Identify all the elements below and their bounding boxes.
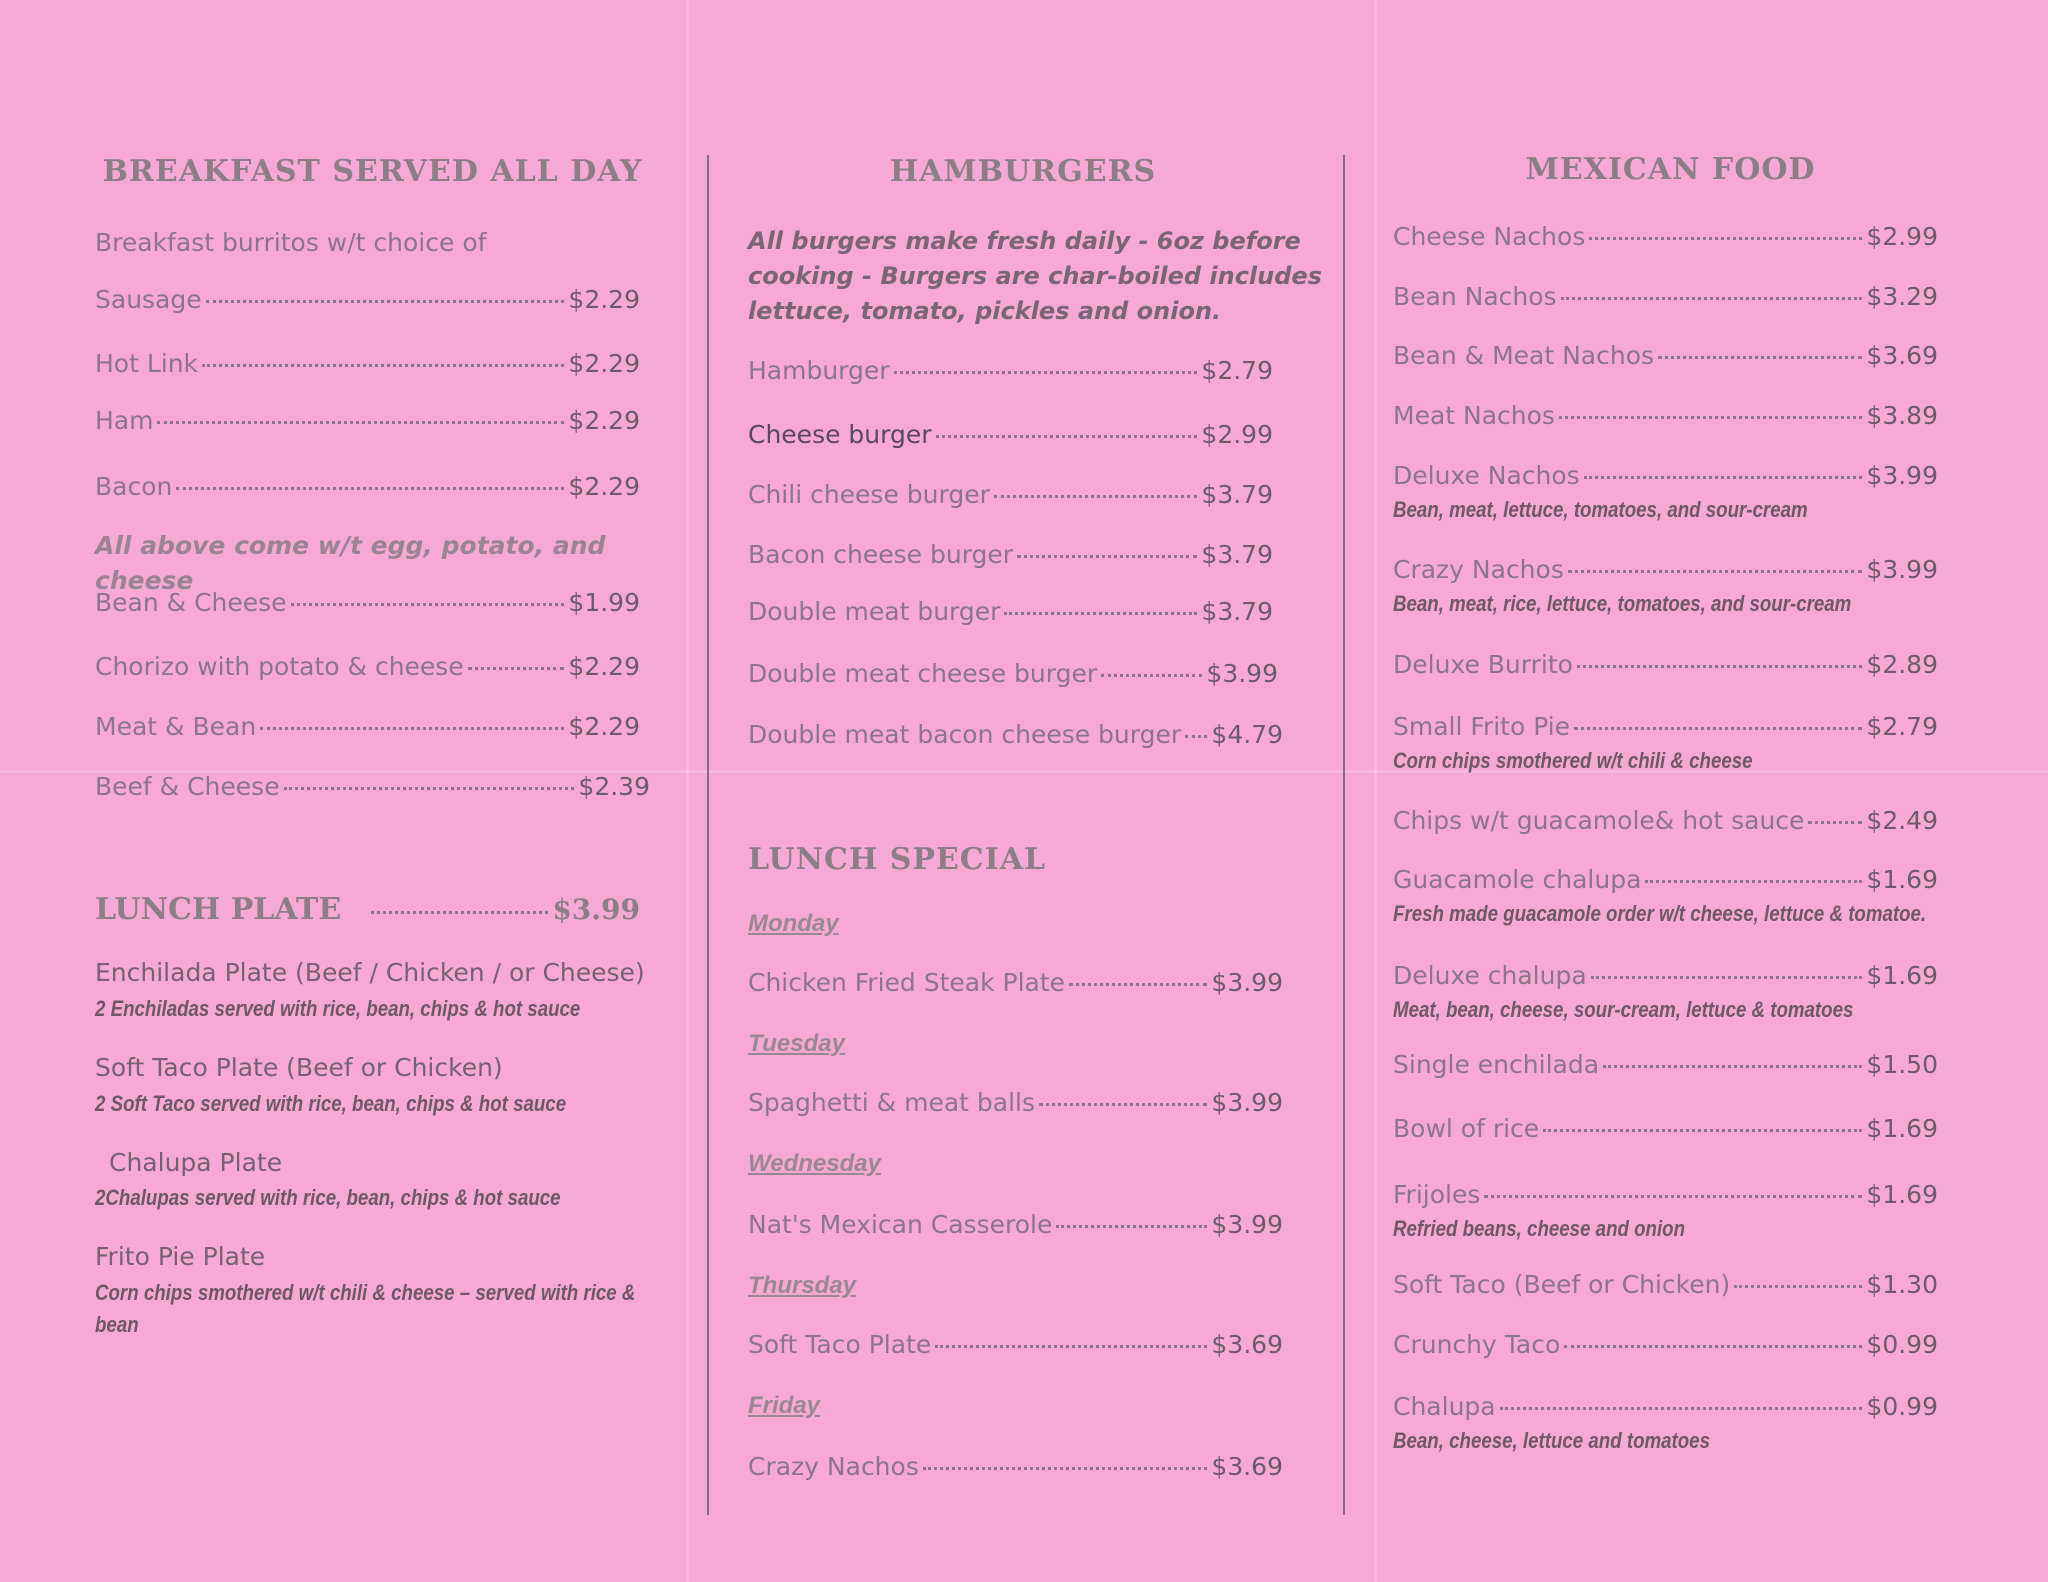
lunch-special-day: Wednesday <box>748 1150 881 1177</box>
menu-item <box>748 540 1273 574</box>
menu-item <box>748 597 1273 631</box>
menu-item <box>748 480 1273 514</box>
item-name: Small Frito Pie <box>1393 712 1571 741</box>
item-price: $2.29 <box>568 472 640 501</box>
item-name: Meat & Bean <box>95 712 257 741</box>
hamburgers-heading: HAMBURGERS <box>889 154 1157 189</box>
item-price: $4.79 <box>1211 720 1283 749</box>
column-divider-2 <box>1343 155 1345 1515</box>
item-name: Double meat cheese burger <box>748 659 1098 688</box>
item-name: Double meat burger <box>748 597 1001 626</box>
item-price: $2.29 <box>568 349 640 378</box>
item-name: Crazy Nachos <box>1393 555 1564 584</box>
item-description: Bean, meat, lettuce, tomatoes, and sour-cream <box>1393 497 1808 522</box>
menu-item <box>1393 806 1938 840</box>
menu-item <box>95 712 640 746</box>
item-name: Beef & Cheese <box>95 772 280 801</box>
item-price: $1.50 <box>1866 1050 1938 1079</box>
item-price: $0.99 <box>1866 1330 1938 1359</box>
item-name: Hamburger <box>748 356 890 385</box>
lunch-plate-heading <box>95 892 640 936</box>
item-name: Bean & Meat Nachos <box>1393 341 1655 370</box>
breakfast-note: All above come w/t egg, potato, and cheese <box>95 531 606 595</box>
item-name: Crunchy Taco <box>1393 1330 1561 1359</box>
item-price: $2.79 <box>1866 712 1938 741</box>
plate-description: 2 Enchiladas served with rice, bean, chips & hot sauce <box>95 996 581 1021</box>
menu-item <box>1393 555 1938 589</box>
item-price: $3.99 <box>1211 968 1283 997</box>
menu-item <box>95 472 640 506</box>
plate-description: 2 Soft Taco served with rice, bean, chips & hot sauce <box>95 1091 567 1116</box>
item-name: Cheese Nachos <box>1393 222 1586 251</box>
menu-item <box>748 1330 1283 1364</box>
item-price: $2.29 <box>568 712 640 741</box>
menu-item <box>1393 222 1938 256</box>
menu-item <box>95 588 640 622</box>
item-price: $0.99 <box>1866 1392 1938 1421</box>
item-name: Soft Taco (Beef or Chicken) <box>1393 1270 1731 1299</box>
item-description: Bean, cheese, lettuce and tomatoes <box>1393 1428 1710 1453</box>
item-price: $1.69 <box>1866 961 1938 990</box>
menu-item <box>95 285 640 319</box>
item-price: $2.39 <box>578 772 650 801</box>
menu-item <box>1393 1050 1938 1084</box>
item-price: $3.99 <box>1211 1088 1283 1117</box>
item-name: Single enchilada <box>1393 1050 1600 1079</box>
menu-item <box>95 349 640 383</box>
item-name: Chili cheese burger <box>748 480 990 509</box>
menu-item <box>748 720 1283 754</box>
item-price: $1.69 <box>1866 865 1938 894</box>
menu-item <box>1393 1392 1938 1426</box>
item-price: $3.69 <box>1211 1330 1283 1359</box>
menu-item <box>95 772 650 806</box>
item-price: $3.99 <box>1866 461 1938 490</box>
lunch-plate-title: LUNCH PLATE <box>95 892 342 927</box>
item-price: $2.49 <box>1866 806 1938 835</box>
lunch-special-day: Tuesday <box>748 1030 845 1057</box>
item-name: Chicken Fried Steak Plate <box>748 968 1066 997</box>
item-price: $2.29 <box>568 285 640 314</box>
menu-item <box>1393 712 1938 746</box>
item-name: Deluxe Burrito <box>1393 650 1573 679</box>
menu-item <box>1393 341 1938 375</box>
lunch-special-heading: LUNCH SPECIAL <box>748 842 1047 877</box>
item-price: $3.99 <box>1866 555 1938 584</box>
item-description: Fresh made guacamole order w/t cheese, lettuce & tomatoe. <box>1393 901 1927 926</box>
hamburgers-note-line-3: lettuce, tomato, pickles and onion. <box>748 297 1222 325</box>
menu-item <box>1393 282 1938 316</box>
item-name: Meat Nachos <box>1393 401 1555 430</box>
item-name: Chorizo with potato & cheese <box>95 652 464 681</box>
plate-name: Frito Pie Plate <box>95 1242 266 1271</box>
item-name: Cheese burger <box>748 420 932 449</box>
menu-item <box>1393 961 1938 995</box>
breakfast-heading: BREAKFAST SERVED ALL DAY <box>102 154 643 189</box>
item-price: $2.99 <box>1866 222 1938 251</box>
item-price: $3.69 <box>1866 341 1938 370</box>
item-name: Chips w/t guacamole& hot sauce <box>1393 806 1805 835</box>
menu-item <box>1393 1270 1938 1304</box>
menu-item <box>1393 1180 1938 1214</box>
item-name: Bean Nachos <box>1393 282 1557 311</box>
item-price: $2.29 <box>568 406 640 435</box>
lunch-plate-price: $3.99 <box>552 893 640 926</box>
fold-line-right <box>1374 0 1377 1582</box>
plate-name: Enchilada Plate (Beef / Chicken / or Cheese) <box>95 958 645 987</box>
item-name: Sausage <box>95 285 202 314</box>
item-price: $1.30 <box>1866 1270 1938 1299</box>
item-description: Refried beans, cheese and onion <box>1393 1216 1686 1241</box>
plate-name: Chalupa Plate <box>109 1148 283 1177</box>
item-name: Bacon <box>95 472 173 501</box>
menu-item <box>1393 401 1938 435</box>
item-description: Bean, meat, rice, lettuce, tomatoes, and sour-cream <box>1393 591 1852 616</box>
item-price: $3.29 <box>1866 282 1938 311</box>
menu-item <box>95 406 640 440</box>
item-price: $1.99 <box>568 588 640 617</box>
item-name: Nat's Mexican Casserole <box>748 1210 1053 1239</box>
item-price: $3.69 <box>1211 1452 1283 1481</box>
item-price: $3.79 <box>1201 480 1273 509</box>
item-price: $2.79 <box>1201 356 1273 385</box>
menu-item <box>1393 650 1938 684</box>
item-price: $3.99 <box>1211 1210 1283 1239</box>
menu-item <box>748 1452 1283 1486</box>
lunch-special-day: Friday <box>748 1392 821 1419</box>
item-price: $3.89 <box>1866 401 1938 430</box>
item-name: Deluxe Nachos <box>1393 461 1580 490</box>
item-name: Bowl of rice <box>1393 1114 1540 1143</box>
menu-item <box>748 420 1273 454</box>
menu-item <box>95 652 640 686</box>
plate-description-continued: bean <box>95 1312 139 1337</box>
column-divider-1 <box>707 155 709 1515</box>
item-name: Crazy Nachos <box>748 1452 919 1481</box>
hamburgers-note-line-1: All burgers make fresh daily - 6oz before <box>748 227 1301 255</box>
item-price: $2.29 <box>568 652 640 681</box>
item-name: Chalupa <box>1393 1392 1496 1421</box>
item-name: Frijoles <box>1393 1180 1481 1209</box>
menu-item <box>748 1088 1283 1122</box>
plate-name: Soft Taco Plate (Beef or Chicken) <box>95 1053 503 1082</box>
item-name: Guacamole chalupa <box>1393 865 1642 894</box>
item-price: $3.79 <box>1201 597 1273 626</box>
plate-description: 2Chalupas served with rice, bean, chips & hot sauce <box>95 1185 561 1210</box>
item-name: Double meat bacon cheese burger <box>748 720 1182 749</box>
menu-item <box>1393 1114 1938 1148</box>
fold-line-left <box>686 0 689 1582</box>
menu-item <box>1393 1330 1938 1364</box>
item-price: $2.99 <box>1201 420 1273 449</box>
menu-item <box>1393 865 1938 899</box>
menu-item <box>748 659 1278 693</box>
item-price: $3.79 <box>1201 540 1273 569</box>
menu-item <box>748 968 1283 1002</box>
hamburgers-note-line-2: cooking - Burgers are char-boiled includes <box>748 262 1322 290</box>
mexican-heading: MEXICAN FOOD <box>1525 152 1816 187</box>
item-name: Bacon cheese burger <box>748 540 1014 569</box>
item-description: Corn chips smothered w/t chili & cheese <box>1393 748 1753 773</box>
item-price: $2.89 <box>1866 650 1938 679</box>
item-price: $3.99 <box>1206 659 1278 688</box>
item-name: Deluxe chalupa <box>1393 961 1587 990</box>
item-name: Spaghetti & meat balls <box>748 1088 1035 1117</box>
menu-item <box>748 356 1273 390</box>
menu-item <box>1393 461 1938 495</box>
item-name: Soft Taco Plate <box>748 1330 932 1359</box>
item-name: Ham <box>95 406 154 435</box>
item-price: $1.69 <box>1866 1114 1938 1143</box>
item-name: Bean & Cheese <box>95 588 287 617</box>
lunch-special-day: Monday <box>748 910 839 937</box>
breakfast-intro: Breakfast burritos w/t choice of <box>95 228 487 257</box>
item-price: $1.69 <box>1866 1180 1938 1209</box>
plate-description: Corn chips smothered w/t chili & cheese – served with rice & <box>95 1280 636 1305</box>
item-name: Hot Link <box>95 349 199 378</box>
lunch-special-day: Thursday <box>748 1272 857 1299</box>
menu-item <box>748 1210 1283 1244</box>
item-description: Meat, bean, cheese, sour-cream, lettuce & tomatoes <box>1393 997 1854 1022</box>
